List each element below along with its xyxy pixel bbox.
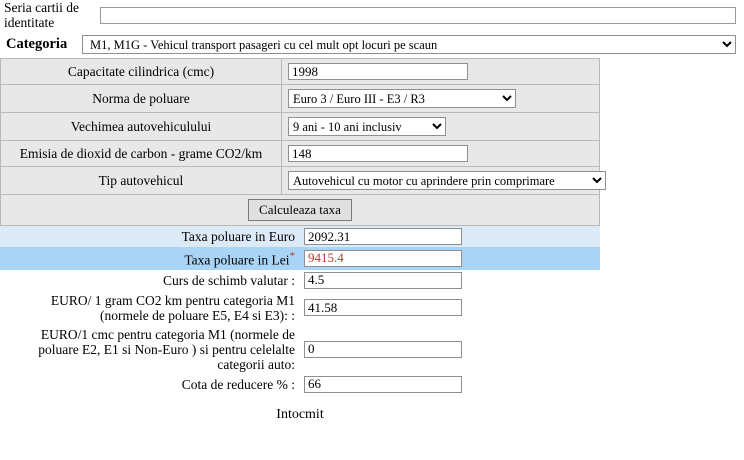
curs-valutar-input[interactable] [304, 272, 462, 289]
serie-row [0, 0, 744, 32]
serie-input[interactable] [100, 7, 736, 24]
table-row [1, 59, 600, 85]
emisie-co2-label: Emisia de dioxid de carbon - grame CO2/km [1, 141, 282, 167]
result-row-taxa-lei [0, 247, 600, 270]
taxa-lei-label-text: Taxa poluare in Lei [184, 252, 290, 268]
calculate-cell [1, 195, 600, 226]
tip-autovehicul-cell [282, 167, 600, 195]
cota-reducere-cell [301, 374, 600, 395]
result-row-cota-reducere [0, 374, 600, 395]
table-row [1, 85, 600, 113]
categoria-select[interactable] [82, 35, 736, 54]
table-row [1, 167, 600, 195]
emisie-co2-input[interactable] [288, 145, 468, 162]
tip-autovehicul-select[interactable] [288, 171, 606, 190]
taxa-lei-cell [301, 247, 600, 270]
norma-poluare-cell [282, 85, 600, 113]
capacitate-input[interactable] [288, 63, 468, 80]
taxa-euro-cell [301, 226, 600, 247]
categoria-select-wrap [82, 35, 736, 54]
euro-gram-co2-input[interactable] [304, 299, 462, 316]
euro-cmc-cell [301, 325, 600, 374]
taxa-euro-input[interactable] [304, 228, 462, 245]
serie-label: Seria cartii de identitate [4, 0, 79, 30]
norma-poluare-label: Norma de poluare [1, 85, 282, 113]
results-table [0, 226, 600, 395]
cota-reducere-label: Cota de reducere % : [181, 376, 295, 392]
intocmit-label: Intocmit [276, 406, 324, 422]
taxa-lei-input[interactable] [304, 250, 462, 267]
required-star: * [289, 250, 295, 262]
emisie-co2-cell [282, 141, 600, 167]
capacitate-cell [282, 59, 600, 85]
cota-reducere-input[interactable] [304, 376, 462, 393]
result-row-curs-valutar [0, 270, 600, 291]
categoria-label: Categoria [6, 36, 68, 52]
vechime-cell [282, 113, 600, 141]
table-row [1, 113, 600, 141]
taxa-euro-label: Taxa poluare in Euro [0, 226, 301, 247]
calculate-tax-button[interactable]: Calculeaza taxa [248, 199, 352, 221]
result-row-euro-cmc [0, 325, 600, 374]
result-row-euro-gram-co2 [0, 291, 600, 325]
tip-autovehicul-label: Tip autovehicul [1, 167, 282, 195]
table-row [1, 141, 600, 167]
vehicle-parameters-table [0, 58, 600, 226]
calculate-row [1, 195, 600, 226]
curs-valutar-label: Curs de schimb valutar : [163, 272, 295, 288]
capacitate-label: Capacitate cilindrica (cmc) [1, 59, 282, 85]
curs-valutar-cell [301, 270, 600, 291]
euro-gram-co2-cell [301, 291, 600, 325]
euro-cmc-label: EURO/1 cmc pentru categoria M1 (normele de poluare E2, E1 si Non-Euro ) si pentru celelalte categorii auto: [38, 326, 295, 372]
norma-poluare-select[interactable] [288, 89, 516, 108]
euro-gram-co2-label: EURO/ 1 gram CO2 km pentru categoria M1 (normele de poluare E5, E4 si E3): : [50, 292, 295, 323]
categoria-row [0, 32, 744, 58]
result-row-taxa-euro [0, 226, 600, 247]
taxa-lei-label [0, 247, 301, 270]
vechime-label: Vechimea autovehiculului [1, 113, 282, 141]
euro-cmc-input[interactable] [304, 341, 462, 358]
vechime-select[interactable] [288, 117, 446, 136]
